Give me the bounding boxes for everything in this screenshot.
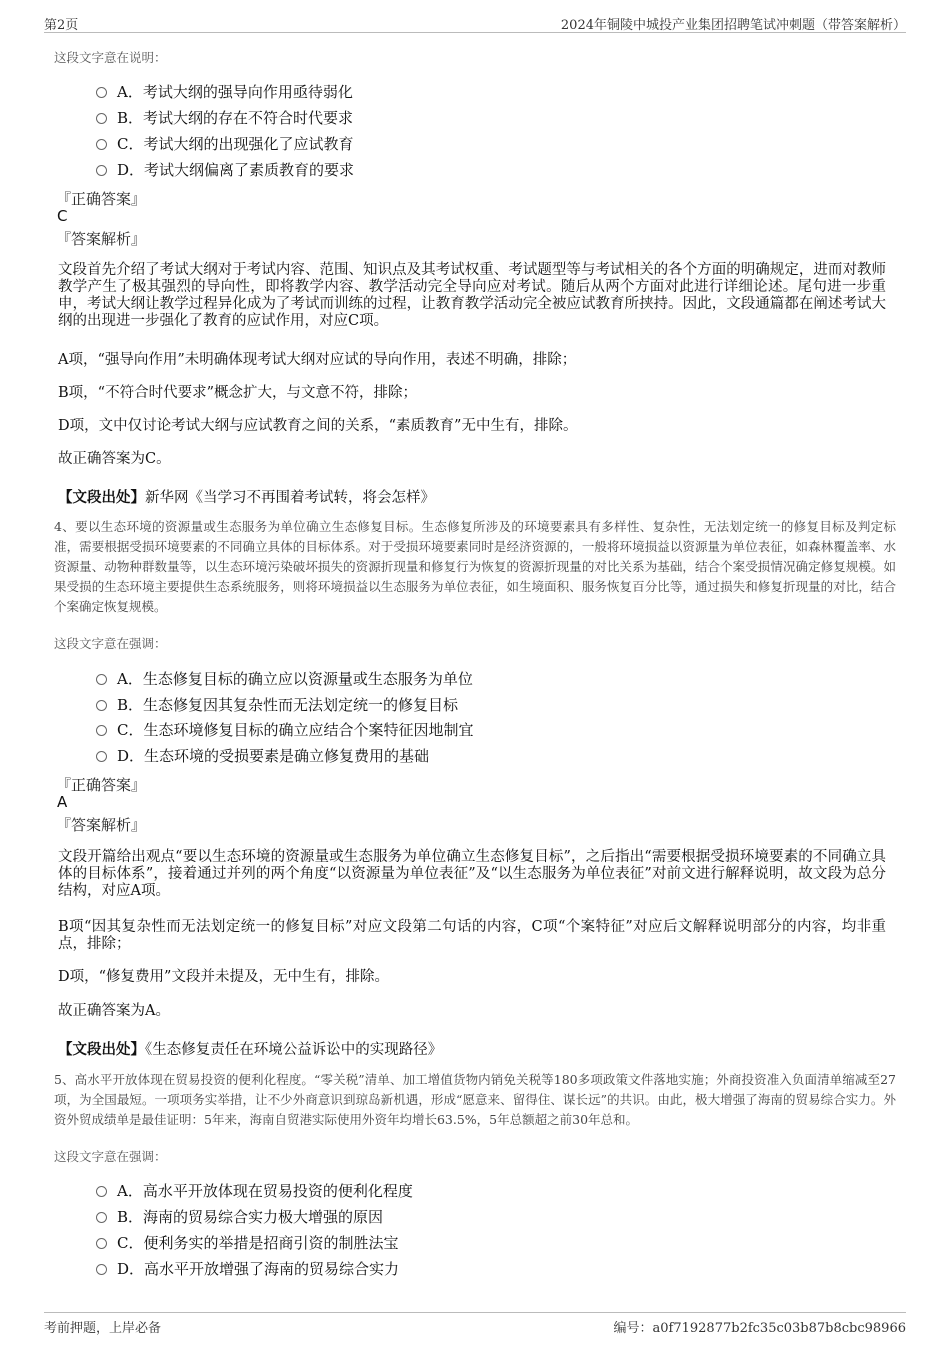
q3-answer: C	[57, 207, 68, 225]
q5-text: 5、高水平开放体现在贸易投资的便利化程度。“零关税”清单、加工增值货物内销免关税等180多项政策文件落地实施；外商投资准入负面清单缩减至27项，为全国最短。一项项务实举措，让不少外商意识到琼岛新机遇，形成“愿意来、留得住、谋长远”的共识。由此，极大增强了海南的贸易综合实力。外资外贸成绩单是最佳证明：5年来，海南自贸港实际使用外资年均增长63.5%，5年总额超之前30年总和。	[54, 1072, 896, 1127]
radio-icon[interactable]	[96, 165, 107, 176]
radio-icon[interactable]	[96, 1264, 107, 1275]
q4-prompt: 这段文字意在强调：	[54, 636, 167, 651]
q4-source: 【文段出处】《生态修复责任在环境公益诉讼中的实现路径》	[58, 1041, 443, 1058]
document-title: 2024年铜陵中城投产业集团招聘笔试冲刺题（带答案解析）	[560, 18, 906, 33]
q3-prompt: 这段文字意在说明：	[54, 50, 167, 65]
q4-option-c[interactable]: C．生态环境修复目标的确立应结合个案特征因地制宜	[96, 719, 474, 741]
q4-option-a[interactable]: A．生态修复目标的确立应以资源量或生态服务为单位	[96, 668, 473, 690]
q3-option-c[interactable]: C．考试大纲的出现强化了应试教育	[96, 133, 354, 155]
q3-option-a[interactable]: A．考试大纲的强导向作用亟待弱化	[96, 81, 353, 103]
q3-option-d[interactable]: D．考试大纲偏离了素质教育的要求	[96, 159, 354, 181]
radio-icon[interactable]	[96, 1186, 107, 1197]
q5-option-a[interactable]: A．高水平开放体现在贸易投资的便利化程度	[96, 1180, 413, 1202]
q5-option-b[interactable]: B．海南的贸易综合实力极大增强的原因	[96, 1206, 383, 1228]
page-header	[44, 12, 906, 33]
q3-note-d: D项，文中仅讨论考试大纲与应试教育之间的关系，“素质教育”无中生有，排除。	[58, 418, 578, 434]
q3-conclusion: 故正确答案为C。	[58, 451, 171, 467]
radio-icon[interactable]	[96, 1212, 107, 1223]
q3-note-a: A项，“强导向作用”未明确体现考试大纲对应试的导向作用，表述不明确，排除；	[58, 352, 577, 368]
q3-answer-label: 『正确答案』	[56, 190, 147, 208]
radio-icon[interactable]	[96, 674, 107, 685]
q5-option-d[interactable]: D．高水平开放增强了海南的贸易综合实力	[96, 1258, 399, 1280]
radio-icon[interactable]	[96, 751, 107, 762]
radio-icon[interactable]	[96, 700, 107, 711]
q4-option-b[interactable]: B．生态修复因其复杂性而无法划定统一的修复目标	[96, 694, 458, 716]
page-number: 第2页	[44, 18, 79, 33]
q4-option-d[interactable]: D．生态环境的受损要素是确立修复费用的基础	[96, 745, 429, 767]
radio-icon[interactable]	[96, 725, 107, 736]
document-code: 编号：a0f7192877b2fc35c03b87b8cbc98966	[613, 1321, 906, 1336]
q3-source: 【文段出处】新华网《当学习不再围着考试转，将会怎样》	[58, 489, 435, 506]
footer-slogan: 考前押题，上岸必备	[44, 1321, 162, 1336]
radio-icon[interactable]	[96, 139, 107, 150]
radio-icon[interactable]	[96, 113, 107, 124]
radio-icon[interactable]	[96, 87, 107, 98]
q4-analysis: 文段开篇给出观点“要以生态环境的资源量或生态服务为单位确立生态修复目标”，之后指出“需要根据受损环境要素的不同确立具体的目标体系”，接着通过并列的两个角度“以资源量为单位表征”及“以生态服务为单位表征”对前文进行解释说明，故文段为总分结构，对应A项。	[58, 849, 886, 899]
q4-answer: A	[57, 793, 68, 811]
q5-prompt: 这段文字意在强调：	[54, 1149, 167, 1164]
q3-analysis-label: 『答案解析』	[56, 230, 147, 248]
q4-analysis-label: 『答案解析』	[56, 816, 147, 834]
q4-note-d: D项，“修复费用”文段并未提及，无中生有，排除。	[58, 969, 389, 985]
q3-note-b: B项，“不符合时代要求”概念扩大，与文意不符，排除；	[58, 385, 417, 401]
page-footer	[44, 1312, 906, 1336]
q5-option-c[interactable]: C．便利务实的举措是招商引资的制胜法宝	[96, 1232, 399, 1254]
q4-conclusion: 故正确答案为A。	[58, 1003, 170, 1019]
q3-analysis: 文段首先介绍了考试大纲对于考试内容、范围、知识点及其考试权重、考试题型等与考试相关的各个方面的明确规定，进而对教师教学产生了极其强烈的导向性，即将教学内容、教学活动完全导向应对考试。随后从两个方面对此进行详细论述。尾句进一步重申，考试大纲让教学过程异化成为了考试而训练的过程，让教育教学活动完全被应试教育所挟持。因此，文段通篇都在阐述考试大纲的出现进一步强化了教育的应试作用，对应C项。	[58, 262, 886, 329]
q4-note-bc: B项“因其复杂性而无法划定统一的修复目标”对应文段第二句话的内容，C项“个案特征”对应后文解释说明部分的内容，均非重点，排除；	[58, 919, 886, 952]
q3-option-b[interactable]: B．考试大纲的存在不符合时代要求	[96, 107, 353, 129]
q4-answer-label: 『正确答案』	[56, 776, 147, 794]
radio-icon[interactable]	[96, 1238, 107, 1249]
q4-text: 4、要以生态环境的资源量或生态服务为单位确立生态修复目标。生态修复所涉及的环境要素具有多样性、复杂性，无法划定统一的修复目标及判定标准，需要根据受损环境要素的不同确立具体的目标体系。对于受损环境要素同时是经济资源的，一般将环境损益以资源量为单位表征，如森林覆盖率、水资源量、动物种群数量等，以生态环境污染破坏损失的资源折现量和修复行为恢复的资源折现量的对比关系为基础，结合个案受损情况确定修复规模。如果受损的生态环境主要提供生态系统服务，则将环境损益以生态服务为单位表征，如生境面积、服务恢复百分比等，通过损失和修复折现量的对比，结合个案确定恢复规模。	[54, 519, 896, 614]
